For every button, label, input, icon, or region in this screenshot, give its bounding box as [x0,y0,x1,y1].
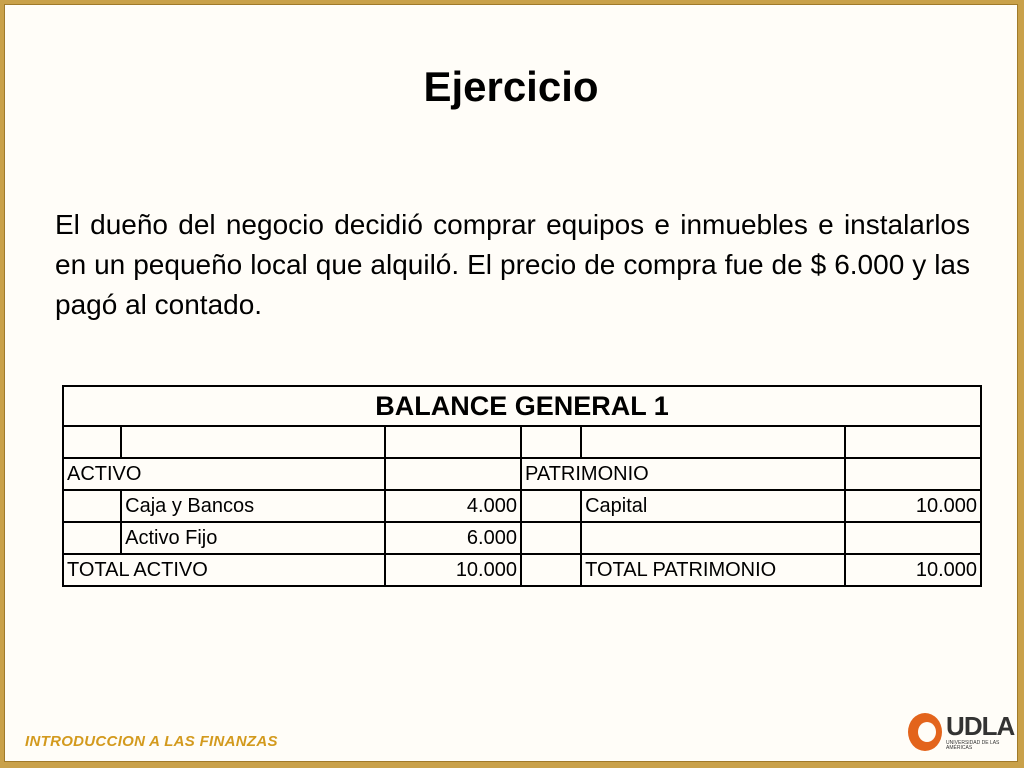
course-footer: INTRODUCCION A LAS FINANZAS [25,733,278,750]
udla-logo-icon [908,713,942,751]
empty-cell [121,426,385,458]
total-patrimonio-label: TOTAL PATRIMONIO [581,554,845,586]
patrimonio-item-value [845,522,981,554]
empty-cell [63,426,121,458]
patrimonio-item-label [581,522,845,554]
total-patrimonio-value: 10.000 [845,554,981,586]
empty-cell [521,426,581,458]
activo-item-label: Activo Fijo [121,522,385,554]
logo-subtitle: UNIVERSIDAD DE LAS AMÉRICAS [946,740,1000,751]
activo-item-value: 4.000 [385,490,521,522]
empty-cell [521,554,581,586]
table-row [63,490,981,522]
activo-header: ACTIVO [63,458,385,490]
patrimonio-header: PATRIMONIO [521,458,845,490]
total-activo-label: TOTAL ACTIVO [63,554,385,586]
empty-cell [63,490,121,522]
total-activo-value: 10.000 [385,554,521,586]
balance-title: BALANCE GENERAL 1 [63,386,981,426]
empty-cell [385,426,521,458]
table-row [63,522,981,554]
empty-row [63,426,981,458]
balance-title-row [63,386,981,426]
empty-cell [385,458,521,490]
empty-cell [63,522,121,554]
slide [4,4,1018,762]
slide-title: Ejercicio [423,63,599,110]
logo-name: UDLA [946,711,1015,741]
activo-item-label: Caja y Bancos [121,490,385,522]
empty-cell [845,458,981,490]
patrimonio-item-label: Capital [581,490,845,522]
patrimonio-item-value: 10.000 [845,490,981,522]
section-header-row [63,458,981,490]
empty-cell [581,426,845,458]
totals-row [63,554,981,586]
logo-words [946,713,1018,751]
activo-item-value: 6.000 [385,522,521,554]
udla-logo [908,713,1018,751]
empty-cell [845,426,981,458]
empty-cell [521,490,581,522]
balance-sheet-table [62,385,982,587]
empty-cell [521,522,581,554]
exercise-paragraph: El dueño del negocio decidió comprar equipos e inmuebles e instalarlos en un pequeño local que alquiló. El precio de compra fue de $ 6.000 y las pagó al contado. [55,209,970,320]
